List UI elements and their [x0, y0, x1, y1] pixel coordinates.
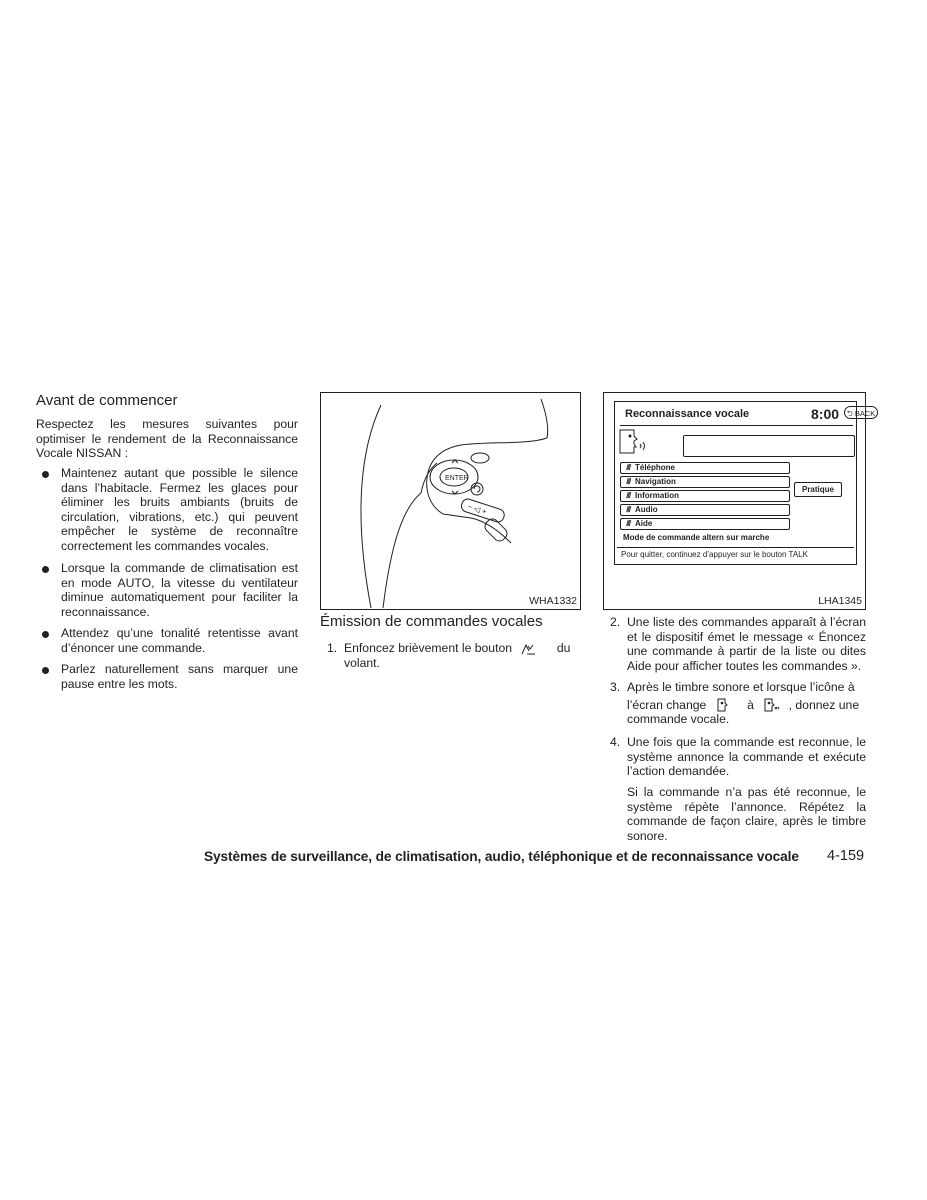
bullet-icon: [42, 471, 49, 478]
step-text: Une liste des commandes apparaît à l’écran et le dispositif émet le message « Énoncez une commande à partir de la liste ou dites Aide pour afficher toutes les commandes ».: [627, 615, 866, 673]
menu-item-audio[interactable]: 𝍫 Audio: [620, 504, 790, 516]
figure-code: WHA1332: [529, 595, 577, 607]
voice-icon: 𝍫: [626, 519, 630, 528]
bullet-item-auto-mode: [36, 561, 298, 619]
divider: [617, 547, 854, 548]
voice-icon: 𝍫: [626, 491, 630, 500]
menu-item-telephone[interactable]: 𝍫 Téléphone: [620, 462, 790, 474]
step-text: , donnez une: [788, 697, 860, 712]
divider: [620, 425, 853, 426]
bullet-text: Parlez naturellement sans marquer une pause entre les mots.: [61, 662, 298, 691]
speaking-icon: [763, 698, 781, 712]
section-heading-voice-commands: Émission de commandes vocales: [320, 613, 543, 630]
alternate-mode-label: Mode de commande altern sur marche: [623, 533, 770, 542]
step-number: 4.: [610, 735, 621, 749]
bullet-text: Attendez qu’une tonalité retentisse avant d’énoncer une commande.: [61, 626, 298, 655]
enter-button-label: ENTER: [445, 475, 469, 482]
back-button[interactable]: ⮌ BACK: [844, 406, 878, 419]
bullet-icon: [42, 631, 49, 638]
talk-button-icon: [519, 642, 541, 656]
step-text: du volant.: [344, 641, 571, 670]
menu-item-help[interactable]: 𝍫 Aide: [620, 518, 790, 530]
listening-icon: [716, 698, 730, 712]
voice-icon: 𝍫: [626, 477, 630, 486]
step-3: [610, 680, 866, 730]
voice-recognition-screen: [614, 401, 876, 565]
menu-item-information[interactable]: 𝍫 Information: [620, 490, 790, 502]
screen-figure: [603, 392, 876, 610]
step-2: [610, 615, 866, 675]
bullet-item-tone: [36, 626, 298, 655]
recognition-text-bar: [683, 435, 855, 457]
menu-item-navigation[interactable]: 𝍫 Navigation: [620, 476, 790, 488]
step-text: Enfoncez brièvement le bouton: [344, 641, 513, 655]
clock: 8:00: [811, 406, 840, 422]
step-text: Après le timbre sonore et lorsque l’icône à: [627, 680, 855, 694]
bullet-icon: [42, 667, 49, 674]
voice-icon: 𝍫: [626, 505, 630, 514]
step-number: 1.: [327, 641, 338, 655]
step-text: Une fois que la commande est reconnue, le système annonce la commande et exécute l’action demandée.: [627, 735, 866, 779]
screen-title: Reconnaissance vocale: [625, 408, 750, 420]
page-number: 4-159: [827, 848, 865, 864]
section-heading-before-starting: Avant de commencer: [36, 392, 178, 409]
volume-label: − ◁ +: [466, 501, 488, 517]
steering-wheel-figure: [320, 392, 581, 610]
bullet-text: Lorsque la commande de climatisation est en mode AUTO, la vitesse du ventilateur diminue automatiquement pour faciliter la reconnaissance.: [61, 561, 298, 619]
step-text: à: [747, 697, 754, 712]
footer-chapter-title: Systèmes de surveillance, de climatisation, audio, téléphonique et de reconnaissance vocale: [204, 849, 799, 864]
bullet-text: Maintenez autant que possible le silence dans l’habitacle. Fermez les glaces pour éliminer les bruits ambiants (bruits de circulation, vibrations, etc.) qui peuvent empêcher le système de reconnaître correctement les commandes vocales.: [61, 466, 298, 553]
exit-instruction: Pour quitter, continuez d’appuyer sur le bouton TALK: [621, 550, 808, 559]
speaking-face-icon: [618, 426, 650, 461]
step-text: commande vocale.: [627, 712, 730, 727]
step-number: 3.: [610, 680, 621, 694]
bullet-item-speak-naturally: [36, 662, 298, 691]
intro-paragraph: Respectez les mesures suivantes pour optimiser le rendement de la Reconnaissance Vocale NISSAN :: [36, 417, 298, 461]
note-paragraph: Si la commande n’a pas été reconnue, le système répète l’annonce. Répétez la commande de façon claire, après le timbre sonore.: [627, 785, 866, 843]
figure-code: LHA1345: [818, 595, 862, 607]
step-text: l’écran change: [627, 697, 707, 712]
practice-button[interactable]: Pratique: [794, 482, 842, 497]
step-number: 2.: [610, 615, 621, 629]
steering-wheel-illustration: [321, 393, 580, 609]
step-1: [327, 641, 582, 671]
bullet-item-silence: [36, 466, 298, 554]
bullet-icon: [42, 566, 49, 573]
step-4: [610, 735, 866, 781]
voice-icon: 𝍫: [626, 463, 630, 472]
